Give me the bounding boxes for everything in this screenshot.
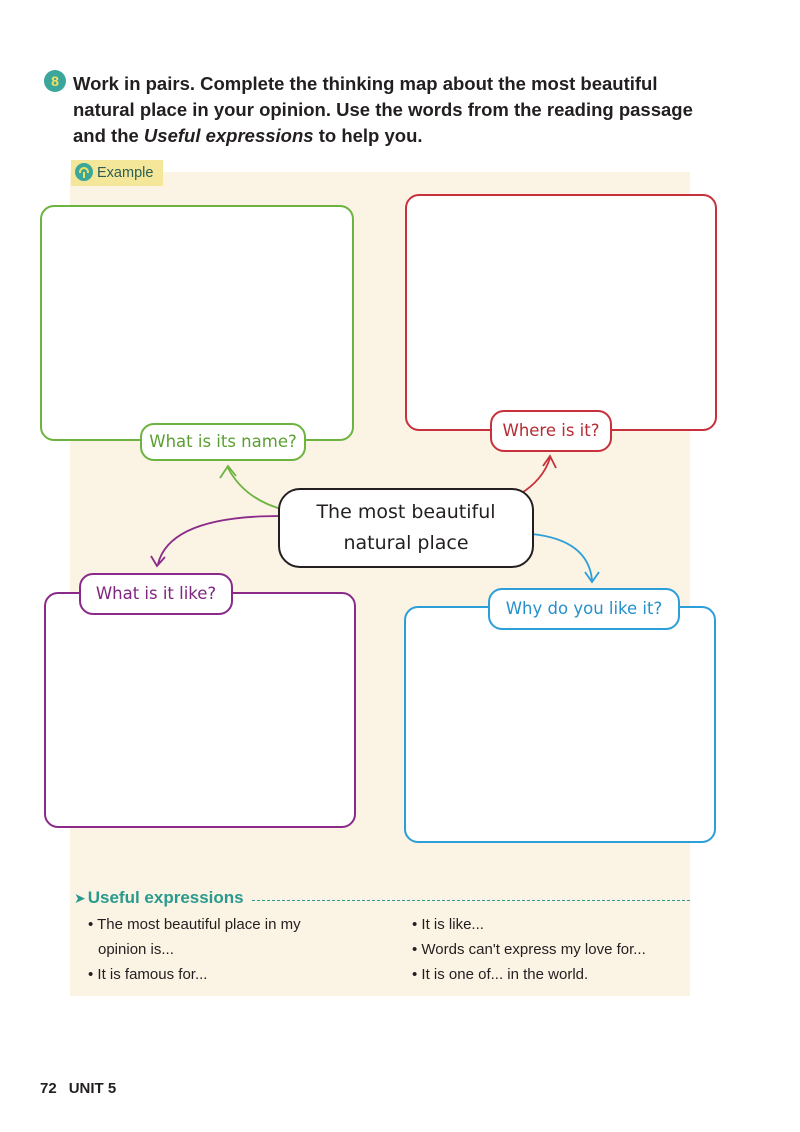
expression-item: • Words can't express my love for... <box>412 941 646 958</box>
answer-box-name[interactable] <box>40 205 354 441</box>
expression-item: • It is famous for... <box>88 966 208 983</box>
answer-box-like[interactable] <box>44 592 356 828</box>
answer-box-where[interactable] <box>405 194 717 431</box>
question-label-like: What is it like? <box>79 573 233 615</box>
center-line-1: The most beautiful <box>316 501 496 523</box>
useful-expressions <box>74 888 690 983</box>
question-label-why: Why do you like it? <box>488 588 680 630</box>
question-label-name: What is its name? <box>140 423 306 461</box>
task-number-badge: 8 <box>44 70 66 92</box>
task-instructions: Work in pairs. Complete the thinking map about the most beautiful natural place in your opinion. Use the words from the reading passage and the Useful expressions to help you. <box>73 73 693 146</box>
expression-item: • The most beautiful place in my opinion is... <box>88 916 301 958</box>
expressions-right-column <box>412 912 682 987</box>
arrow-right-icon: ➤ <box>74 889 86 906</box>
unit-label: UNIT 5 <box>68 1080 117 1097</box>
useful-expressions-heading: ➤ Useful expressions <box>74 888 690 908</box>
expression-item: • It is like... <box>412 916 484 933</box>
expressions-left-column <box>88 912 338 987</box>
thinking-map-center <box>278 488 534 568</box>
page-footer <box>40 1080 128 1097</box>
example-icon <box>75 163 93 181</box>
dashed-divider <box>252 900 690 901</box>
question-label-where: Where is it? <box>490 410 612 452</box>
example-tag[interactable]: Example <box>71 160 163 186</box>
answer-box-why[interactable] <box>404 606 716 843</box>
expression-item: • It is one of... in the world. <box>412 966 589 983</box>
page-number: 72 <box>40 1080 57 1097</box>
center-line-2: natural place <box>343 532 469 554</box>
